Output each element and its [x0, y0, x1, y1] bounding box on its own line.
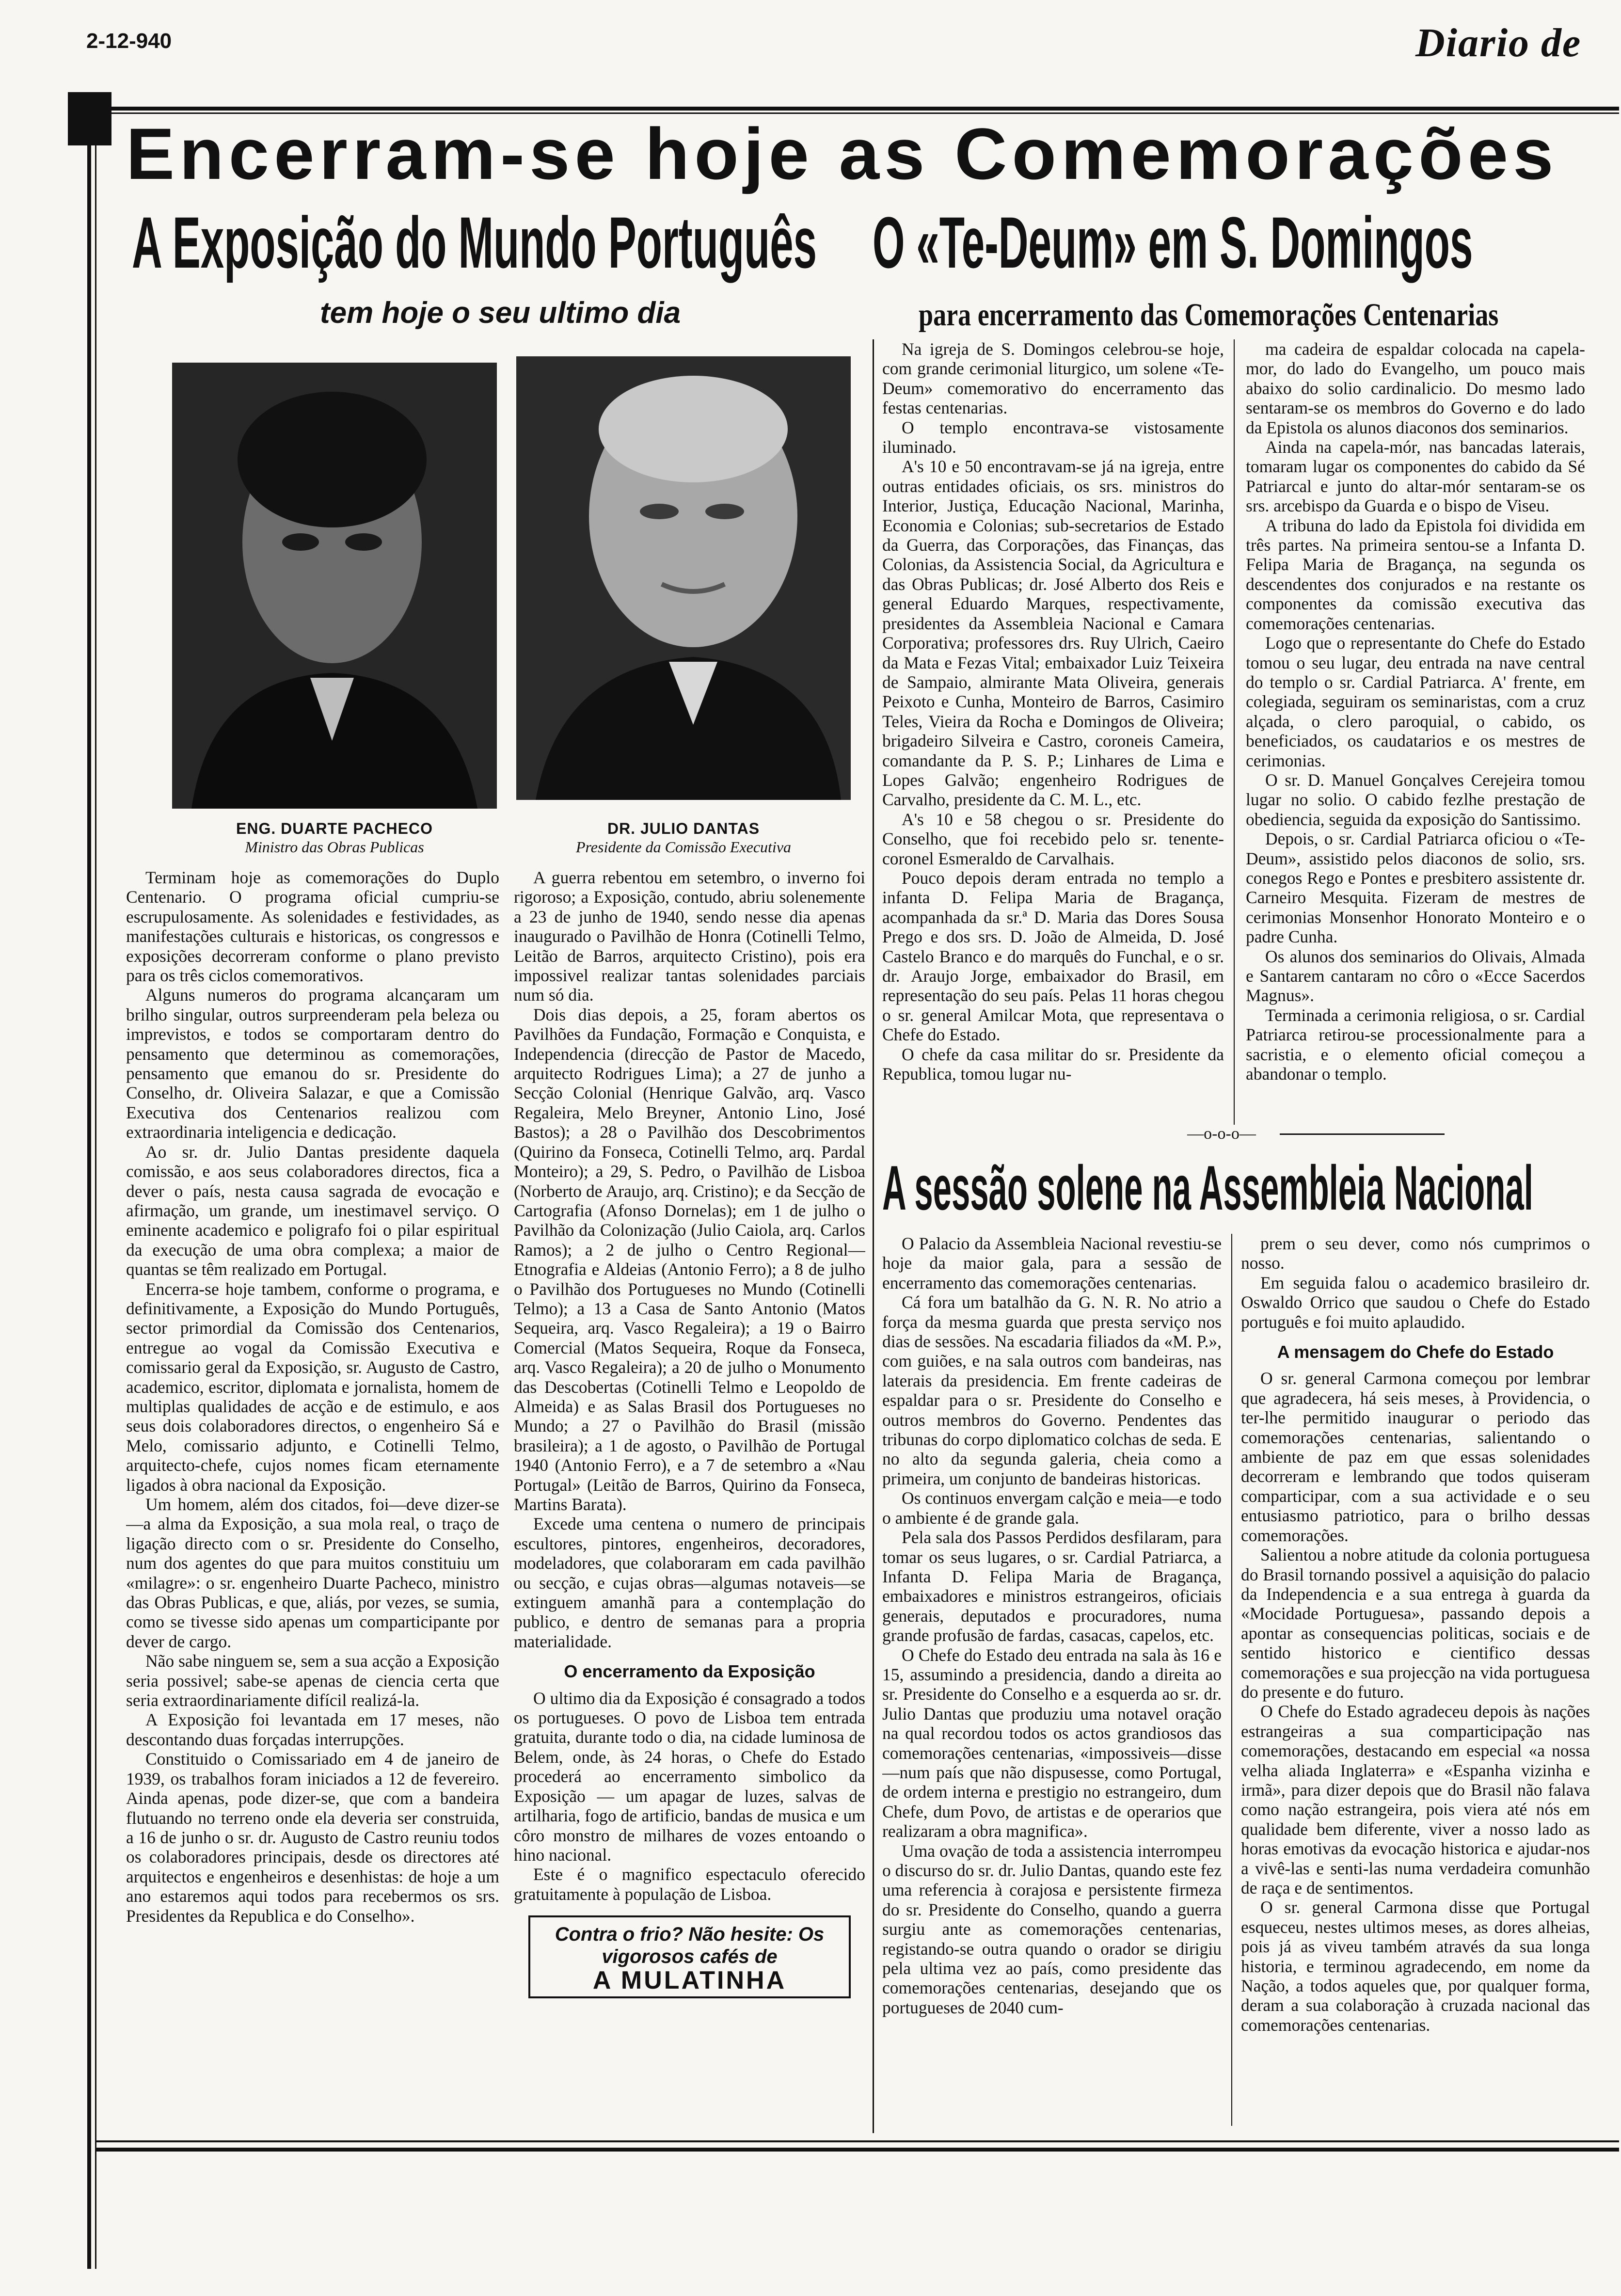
column-rule [1231, 1234, 1232, 2126]
ad-text: Contra o frio? Não hesite: Os vigorosos cafés de [555, 1924, 825, 1968]
paragraph: Terminada a cerimonia religiosa, o sr. Cardial Patriarca retirou-se processionalmente para a sacristia, e o elemento oficial começou a abandonar o templo. [1246, 1005, 1585, 1084]
banner-headline: Encerram-se hoje as Comemorações [126, 113, 1558, 194]
caption-role: Presidente da Comissão Executiva [575, 838, 792, 856]
paragraph: Não sabe ninguem se, sem a sua acção a Exposição seria possivel; sabe-se apenas de ciencia certa que seria extraordinariamente difícil realizá-la. [126, 1651, 499, 1710]
te-deum-column-2 [1246, 339, 1585, 1127]
paragraph: O Palacio da Assembleia Nacional revestiu-se hoje da maior gala, para a sessão de encerramento das comemorações centenarias. [882, 1234, 1222, 1292]
paragraph: Pela sala dos Passos Perdidos desfilaram, para tomar os seus lugares, o sr. Cardial Patriarca, a Infanta D. Felipa Maria de Bragança, embaixadores e ministros estrangeiros, oficiais generais, deputados e procuradores, numa grande profusão de fardas, casacas, capelos, etc. [882, 1528, 1222, 1645]
paragraph: O chefe da casa militar do sr. Presidente da Republica, tomou lugar nu- [882, 1044, 1224, 1084]
paragraph: Encerra-se hoje tambem, conforme o programa, e definitivamente, a Exposição do Mundo Português, sector primordial da Comissão dos Centenarios, entregue ao vogal da Comissão Executiva e comissario geral da Exposição, sr. Augusto de Castro, academico, escritor, diplomata e jornalista, homem de multiplas qualidades de acção e de estimulo, e aos seus dois colaboradores directos, o engenheiro Sá e Melo, comissario adjunto, e Cotinelli Telmo, arquitecto-chefe, cujos nomes ficam eternamente ligados à obra nacional da Exposição. [126, 1279, 499, 1495]
right-headline: O «Te-Deum» em S. Domingos [873, 202, 1473, 283]
paragraph: Depois, o sr. Cardial Patriarca oficiou o «Te-Deum», assistido pelos diaconos de solio, srs. conegos Rego e Pontes e presbitero assistente dr. Carneiro Mesquita. Fizeram de mestres de cerimonias Monsenhor Honorato Monteiro e o padre Cunha. [1246, 829, 1585, 947]
left-story-column-1 [126, 868, 499, 2119]
left-story-column-2 [514, 868, 865, 2128]
paragraph: Uma ovação de toda a assistencia interrompeu o discurso do sr. dr. Julio Dantas, quando este fez uma referencia à corajosa e persistente firmeza do sr. Presidente do Conselho, quando a guerra surgiu ante as comemorações centenarias, registando-se outra quando o orador se dirigiu pela ultima vez ao país, como presidente das comemorações centenarias, desejando que os portugueses de 2040 cum- [882, 1841, 1222, 2017]
paragraph: O sr. general Carmona disse que Portugal esqueceu, nestes ultimos meses, as dores alheias, pois já as viveu também através da sua longa historia, e terminou agradecendo, em nome da Nação, a todos aqueles que, por qualquer forma, deram a sua colaboração à cruzada nacional das comemorações centenarias. [1241, 1897, 1590, 2035]
paragraph: O Chefe do Estado deu entrada na sala às 16 e 15, assumindo a presidencia, dando a direita ao sr. Presidente do Conselho e a esquerda ao sr. dr. Julio Dantas que produziu uma notavel oração na qual recordou todos os actos grandiosos das comemorações centenarias, «impossiveis—disse—num país que não dispusesse, como Portugal, de ordem interna e prestigio no estrangeiro, dum Chefe, dum Povo, de artistas e de operarios que realizaram a obra magnifica». [882, 1645, 1222, 1841]
left-vertical-rule-thin [95, 145, 96, 2269]
caption-name: DR. JULIO DANTAS [607, 820, 760, 837]
paragraph: Pouco depois deram entrada no templo a infanta D. Felipa Maria de Bragança, acompanhada da sr.ª D. Maria das Dores Sousa Prego e dos srs. D. João de Almeida, D. José Castelo Branco e do marquês do Funchal, e o sr. dr. Araujo Jorge, embaixador do Brasil, em representação do seu país. Pelas 11 horas chegou o sr. general Amilcar Mota, que representava o Chefe do Estado. [882, 868, 1224, 1045]
paragraph: Logo que o representante do Chefe do Estado tomou o seu lugar, deu entrada na nave central do templo o sr. Cardial Patriarca. A' frente, em colegiada, seguiram os seminaristas, com a cruz alçada, o clero paroquial, o cabido, os beneficiados, os caudatarios e os mestres de cerimonias. [1246, 633, 1585, 770]
top-rule [68, 107, 1619, 111]
paragraph: A's 10 e 50 encontravam-se já na igreja, entre outras entidades oficiais, os srs. ministros do Interior, Justiça, Educação Nacional, Marinha, Economia e Colonias; sub-secretarios de Estado da Guerra, das Corporações, das Finanças, das Colonias, da Assistencia Social, da Agricultura e das Obras Publicas; dr. José Alberto dos Reis e general Eduardo Marques, respectivamente, presidentes da Assembleia Nacional e Camara Corporativa; professores drs. Ruy Ulrich, Caeiro da Mata e Fezas Vital; embaixador Luiz Teixeira de Sampaio, almirante Mata Oliveira, generais Peixoto e Cunha, Monteiro de Barros, Casimiro Teles, Vieira da Rocha e Domingos de Oliveira; brigadeiro Silveira e Castro, coroneis Cameira, comandante da P. S. P.; Linhares de Lima e Lopes Galvão; engenheiro Rodrigues de Carvalho, presidente da C. M. L., etc. [882, 457, 1224, 810]
paragraph: A's 10 e 58 chegou o sr. Presidente do Conselho, que foi recebido pelo sr. tenente-coronel Esmeraldo de Carvalhais. [882, 809, 1224, 868]
paragraph: Os continuos envergam calção e meia—e todo o ambiente é de grande gala. [882, 1488, 1222, 1528]
paragraph: A guerra rebentou em setembro, o inverno foi rigoroso; a Exposição, contudo, abriu solenemente a 23 de junho de 1940, sendo nesse dia apenas inaugurado o Pavilhão de Honra (Cotinelli Telmo, Leitão de Barros, arquitecto Cristino), pois era impossivel realizar tantas solenidades parciais num só dia. [514, 868, 865, 1005]
paragraph: Cá fora um batalhão da G. N. R. No atrio a força da mesma guarda que presta serviço nos dias de sessões. Na escadaria filiados da «M. P.», com guiões, e na sala outros com bandeiras, nas laterais da presidencia. Em frente cadeiras de espaldar para o sr. Presidente do Conselho e outros membros do Governo. Pendentes das tribunas do corpo diplomatico colchas de seda. E no alto da segunda galeria, cheia como a primeira, um conjunto de bandeiras historicas. [882, 1292, 1222, 1488]
assembly-column-2 [1241, 1234, 1590, 2126]
paragraph: Ainda na capela-mór, nas bancadas laterais, tomaram lugar os componentes do cabido da Sé Patriarcal e junto do altar-mór sentaram-se os srs. arcebispo da Guarda e o bispo de Viseu. [1246, 437, 1585, 516]
left-subhead: tem hoje o seu ultimo dia [320, 296, 681, 330]
portrait-julio-dantas [516, 356, 851, 800]
paragraph: O templo encontrava-se vistosamente iluminado. [882, 417, 1224, 457]
paragraph: Constituido o Comissariado em 4 de janeiro de 1939, os trabalhos foram iniciados a 12 de fevereiro. Ainda apenas, pode dizer-se, que com a bandeira flutuando no terreno onde ela deveria ser construida, a 16 de junho o sr. dr. Augusto de Castro reuniu todos os colaboradores principais, desde os directores até arquitectos e engenheiros e desenhistas: de hoje a um ano estaremos aqui todos para recebermos os srs. Presidentes da Republica e do Conselho». [126, 1749, 499, 1926]
paragraph: O ultimo dia da Exposição é consagrado a todos os portugueses. O povo de Lisboa tem entrada gratuita, durante todo o dia, na cidade luminosa de Belem, onde, às 24 horas, o Chefe do Estado procederá ao encerramento simbolico da Exposição — um apagar de luzes, salvas de artilharia, fogo de artificio, bandas de musica e um côro monstro de milhares de vozes entoando o hino nacional. [514, 1688, 865, 1865]
separator-rule [1280, 1133, 1445, 1135]
paragraph: Em seguida falou o academico brasileiro dr. Oswaldo Orrico que saudou o Chefe do Estado português e foi muito aplaudido. [1241, 1273, 1590, 1332]
paragraph: prem o seu dever, como nós cumprimos o nosso. [1241, 1234, 1590, 1273]
portrait-duarte-pacheco [172, 363, 497, 809]
caption-julio-dantas [509, 819, 858, 856]
paragraph: A Exposição foi levantada em 17 meses, não descontando duas forçadas interrupções. [126, 1710, 499, 1749]
paragraph: Terminam hoje as comemorações do Duplo Centenario. O programa oficial cumpriu-se escrupulosamente. As solenidades e festividades, as manifestações culturais e historicas, os congressos e exposições decorreram conforme o plano previsto para os três ciclos comemorativos. [126, 868, 499, 986]
paragraph: Salientou a nobre atitude da colonia portuguesa do Brasil tornando possivel a aquisição do palacio da Independencia e a sua entrega à guarda da «Mocidade Portuguesa», passando depois a apontar as consequencias politicas, sociais e de sentido historico e cientifico dessas comemorações e sua projecção na vida portuguesa do presente e do futuro. [1241, 1545, 1590, 1702]
caption-name: ENG. DUARTE PACHECO [236, 820, 433, 837]
newspaper-name: Diario de [1415, 20, 1582, 65]
paragraph: ma cadeira de espaldar colocada na capela-mor, do lado do Evangelho, um pouco mais abaixo do solio cardinalicio. Do mesmo lado sentaram-se os membros do Governo e do lado da Epistola os alunos diaconos dos seminarios. [1246, 339, 1585, 437]
paragraph: O sr. general Carmona começou por lembrar que agradecera, há seis meses, à Providencia, o ter-lhe permitido inaugurar o periodo das comemorações centenarias, salientando o ambiente de paz em que essas solenidades decorreram e lembrando que todos quiseram comparticipar, com a sua actividade e o seu entusiasmo patriotico, para o brilho dessas comemorações. [1241, 1369, 1590, 1545]
paragraph: Os alunos dos seminarios do Olivais, Almada e Santarem cantaram no côro o «Ecce Sacerdos Magnus». [1246, 946, 1585, 1005]
paragraph: Excede uma centena o numero de principais escultores, pintores, engenheiros, decoradores, modeladores, que colaboraram em cada pavilhão ou secção, e cujas obras—algumas notaveis—se extinguem amanhã para a contemplação do publico, e dentro de semanas para a propria materialidade. [514, 1514, 865, 1651]
column-rule [873, 339, 874, 2133]
paragraph: Na igreja de S. Domingos celebrou-se hoje, com grande cerimonial liturgico, um solene «Te-Deum» comemorativo do encerramento das festas centenarias. [882, 339, 1224, 418]
bottom-rule-thick [95, 2148, 1619, 2152]
section-heading: A mensagem do Chefe do Estado [1277, 1342, 1554, 1362]
bottom-rule [95, 2140, 1619, 2142]
paragraph: Um homem, além dos citados, foi—deve dizer-se—a alma da Exposição, a sua mola real, o traço de ligação directo com o sr. Presidente do Conselho, num dos agentes do que para muitos constituiu um «milagre»: o sr. engenheiro Duarte Pacheco, ministro das Obras Publicas, e que, aliás, por vezes, se sumia, como se tivesse sido apenas um comparticipante por dever de cargo. [126, 1495, 499, 1651]
column-rule [1234, 339, 1235, 1125]
paragraph: Alguns numeros do programa alcançaram um brilho singular, outros surpreenderam pela beleza ou imprevistos, e todos se comportaram dentro do pensamento que determinou as comemorações, pensamento que emanou do sr. Presidente do Conselho, dr. Oliveira Salazar, e que a Comissão Executiva dos Centenarios realizou com extraordinaria inteligencia e dedicação. [126, 985, 499, 1142]
paragraph: O sr. D. Manuel Gonçalves Cerejeira tomou lugar no solio. O cabido fezlhe prestação de obediencia, seguida da exposição do Santissimo. [1246, 770, 1585, 829]
caption-duarte-pacheco [160, 819, 509, 856]
paragraph: Este é o magnifico espectaculo oferecido gratuitamente à população de Lisboa. [514, 1865, 865, 1904]
left-vertical-rule [87, 145, 91, 2269]
separator: —o-o-o— [1187, 1125, 1256, 1143]
section-heading: O encerramento da Exposição [564, 1661, 815, 1682]
paragraph: O Chefe do Estado agradeceu depois às nações estrangeiras a sua comparticipação nas comemorações, destacando em especial «a nossa velha aliada Inglaterra» e «Espanha vizinha e irmã», para dizer depois que do Brasil não falava como nação estrangeira, pois viera até nós em qualidade bem diferente, viver a nosso lado as horas emotivas da evocação historica e ajudar-nos a vivê-las e senti-las numa verdadeira comunhão de raça e de sentimentos. [1241, 1702, 1590, 1897]
assembly-column-1 [882, 1234, 1222, 2126]
caption-role: Ministro das Obras Publicas [245, 838, 424, 856]
paragraph: Ao sr. dr. Julio Dantas presidente daquela comissão, e aos seus colaboradores directos, fica a dever o país, nesta causa sagrada de evocação e afirmação, um grande, um inestimavel serviço. O eminente academico e poligrafo foi o pilar espiritual da execução de uma obra complexa; a maior de quantas se têm realizado em Portugal. [126, 1142, 499, 1279]
paragraph: Dois dias depois, a 25, foram abertos os Pavilhões da Fundação, Formação e Conquista, e Independencia (direcção de Pastor de Macedo, arquitecto Rodrigues Lima); a 27 de junho a Secção Colonial (Henrique Galvão, arq. Vasco Regaleira, Melo Breyner, Antonio Lino, José Bastos); a 28 o Pavilhão dos Descobrimentos (Quirino da Fonseca, Cotinelli Telmo, arq. Pardal Monteiro); a 29, S. Pedro, o Pavilhão de Lisboa (Norberto de Araujo, arq. Cristino); e da Secção de Cartografia (Afonso Dornelas); em 1 de julho o Pavilhão da Colonização (Julio Caiola, arq. Carlos Ramos); a 2 de julho o Centro Regional—Etnografia e Aldeias (Antonio Ferro); a 8 de julho o Pavilhão dos Portugueses no Mundo (Cotinelli Telmo); a 13 a Casa de Santo Antonio (Matos Sequeira, arq. Vasco Regaleira); a 19 o Bairro Comercial (Matos Sequeira, Roque da Fonseca, arq. Vasco Regaleira); a 20 de julho o Monumento das Descobertas (Cotinelli Telmo e Leopoldo de Almeida) e as Salas Brasil dos Portugueses no Mundo; a 27 o Pavilhão do Brasil (missão brasileira); a 1 de agosto, o Pavilhão de Portugal 1940 (Antonio Ferro), e a 7 de setembro a «Nau Portugal» (Leitão de Barros, Quirino da Fonseca, Martins Barata). [514, 1004, 865, 1514]
page-date: 2-12-940 [86, 29, 172, 53]
paragraph: A tribuna do lado da Epistola foi dividida em três partes. Na primeira sentou-se a Infanta D. Felipa Maria de Bragança, na segunda os descendentes dos conjurados e na restante os componentes da comissão executiva das comemorações centenarias. [1246, 515, 1585, 633]
advertisement-mulatinha [528, 1915, 851, 1998]
corner-block [68, 92, 111, 145]
ad-brand: A MULATINHA [592, 1966, 787, 1995]
te-deum-column-1 [882, 339, 1224, 1127]
assembly-headline: A sessão solene na Assembleia Nacional [882, 1152, 1533, 1223]
left-headline: A Exposição do Mundo Português [132, 202, 817, 283]
right-subhead: para encerramento das Comemorações Centenarias [919, 297, 1499, 333]
